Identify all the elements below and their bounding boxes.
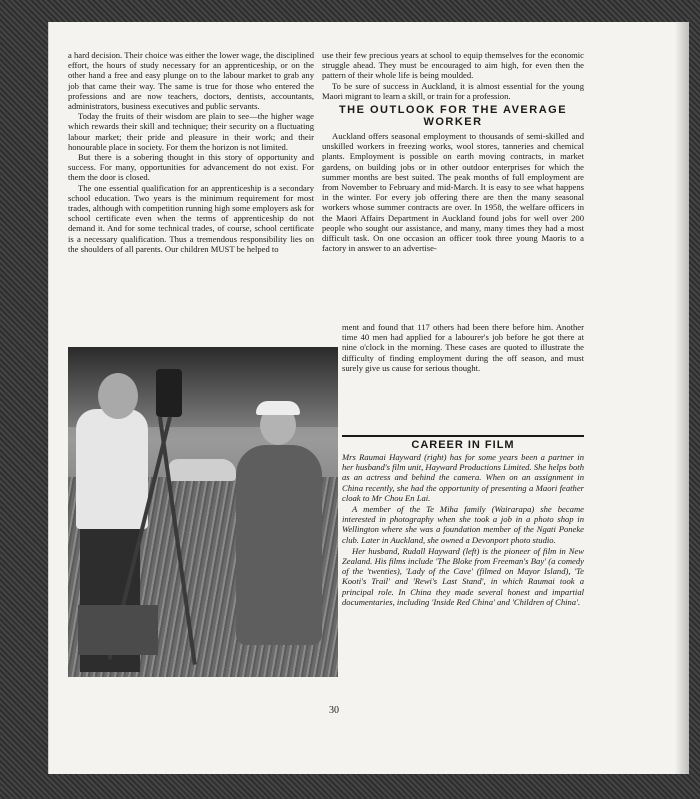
left-column [68, 50, 314, 254]
photo-equipment-case [78, 605, 158, 655]
left-paragraph-2: Today the fruits of their wisdom are plain to see—the higher wage which rewards their skill and technique; their security on a fluctuating labour market; their pride and pleasure in their work; and their honourable place in society. For them the horizon is not limited. [68, 111, 314, 152]
career-in-film-box [342, 435, 584, 607]
left-paragraph-3: But there is a sobering thought in this story of opportunity and success. For many, opportunities for advancement do not exist. For them the door is closed. [68, 152, 314, 183]
page-number: 30 [329, 705, 339, 716]
left-paragraph-1: a hard decision. Their choice was either the lower wage, the disciplined effort, the hours of study necessary for an apprenticeship, or on the other hand a free and easy plunge on to the labour market to grab any job that came their way. The same is true for those who entered the professions and are now teachers, doctors, dentists, accountants, administrators, business executives and public servants. [68, 50, 314, 112]
section-heading-outlook: THE OUTLOOK FOR THE AVERAGE WORKER [338, 104, 568, 129]
page-gutter-shadow [675, 22, 689, 774]
career-paragraph-1: Mrs Raumai Hayward (right) has for some years been a partner in her husband's film unit, Hayward Productions Limited. She helps both as an actress and behind the camera. When on an assignment in China recently, she had the opportunity of presenting a Maori feather cloak to Mr Chou En Lai. [342, 452, 584, 503]
photo-hayward-couple-with-camera [68, 347, 338, 677]
photo-woman-dress [236, 445, 322, 645]
photo-man-head [98, 373, 138, 419]
right-column-continuation [342, 322, 584, 373]
photo-film-camera [156, 369, 182, 417]
left-paragraph-4: The one essential qualification for an apprenticeship is a secondary school education. Two years is the minimum requirement for most trades, although with competition running high some employers ask for school certificate even when the terms of apprenticeship do not demand it. And for some technical trades, of course, school certificate is a necessary qualification. Thus a tremendous responsibility lies on the shoulders of all parents. Our children MUST be helped to [68, 182, 314, 254]
photo-car [168, 459, 236, 481]
career-title: CAREER IN FILM [342, 435, 584, 451]
photo-man-shirt [76, 409, 148, 529]
career-paragraph-2: A member of the Te Miha family (Wairarapa) she became interested in photography when she took a job in a photo shop in Wellington where she was a foundation member of the Ngati Poneke club. Later in Auckland, she owned a Devonport photo studio. [342, 504, 584, 545]
right-paragraph-1: use their few precious years at school to equip themselves for the economic struggle ahead. They must be encouraged to aim high, for even then the pattern of their whole life is being moulded. [322, 50, 584, 81]
career-paragraph-3: Her husband, Rudall Hayward (left) is the pioneer of film in New Zealand. His films include 'The Bloke from Freeman's Bay' (a comedy of the 'twenties), 'Lady of the Cave' (filmed on Mayor Island), 'Te Kooti's Trail' and 'Rewi's Last Stand', in which Raumai took a principal role. In China they made several honest and impartial documentaries, including 'Inside Red China' and 'Children of China'. [342, 545, 584, 607]
right-paragraph-2: To be sure of success in Auckland, it is almost essential for the young Maori migrant to learn a skill, or train for a profession. [322, 80, 584, 101]
right-column [322, 50, 584, 253]
right-paragraph-3: Auckland offers seasonal employment to thousands of semi-skilled and unskilled workers in freezing works, wool stores, tanneries and chemical plants. Employment is possible on earth moving contracts, in market gardens, on building jobs or in other outdoor enterprises for which the summer months are best suited. The peak months of full employment are from November to February and mid-March. It is easy to see what happens in the winter. For every job offering there are then the many seasonal workers whose summer contracts are over. In 1958, the welfare officers in the Maori Affairs Department in Auckland found jobs for well over 200 people who sought our assistance, and many, many times they had a most difficult task. On one occasion an officer took three young Maoris to a factory in answer to an advertise- [322, 131, 584, 254]
photo-woman-hat [256, 401, 300, 415]
right-paragraph-tail: ment and found that 117 others had been there before him. Another time 40 men had applied for a labourer's job before he got there at nine o'clock in the morning. These cases are quoted to illustrate the difficulty of finding employment during the off season, and must surely give us cause for serious thought. [342, 322, 584, 373]
